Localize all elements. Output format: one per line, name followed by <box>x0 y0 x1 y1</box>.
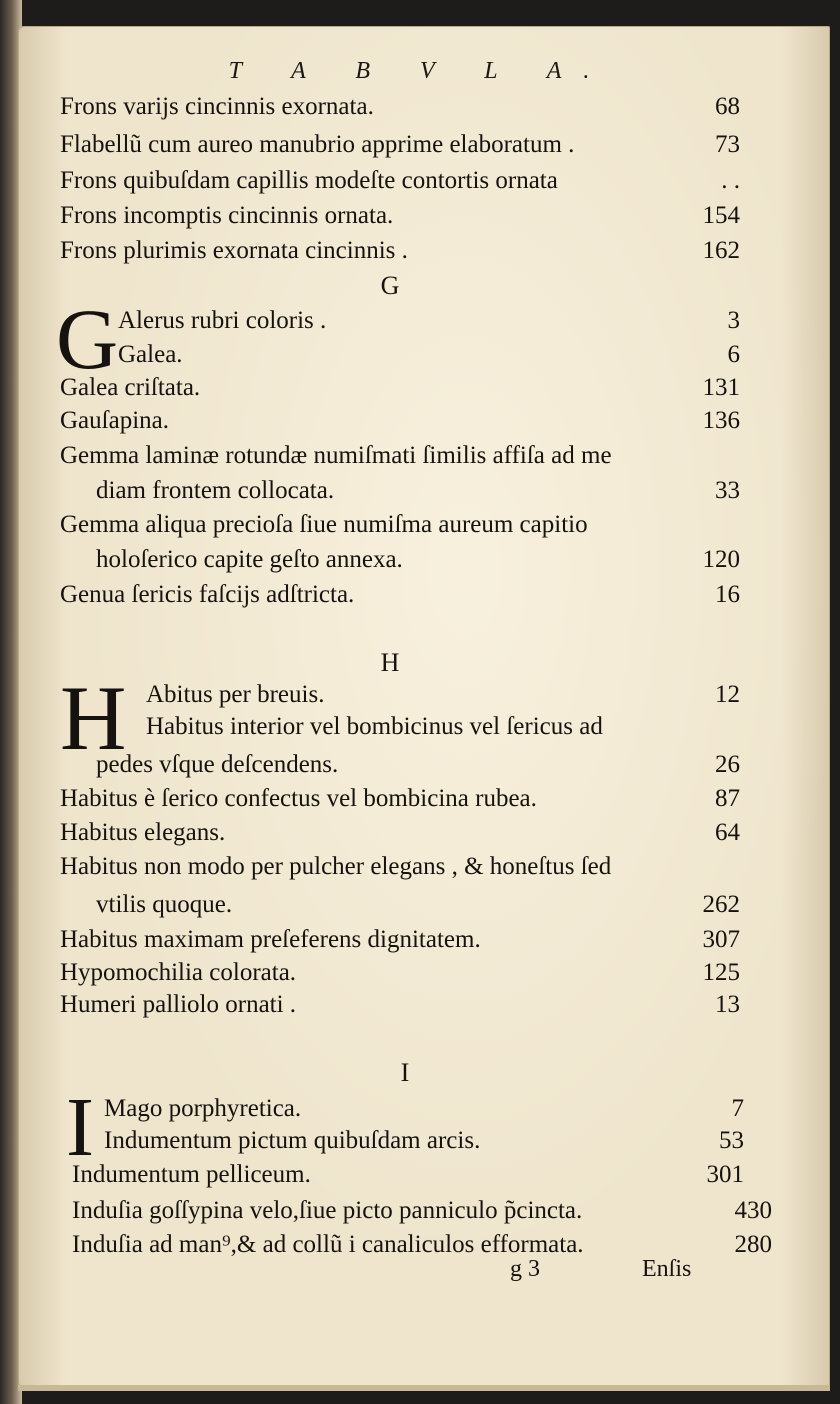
index-entry: Indumentum pictum quibuſdam arcis. <box>104 1127 481 1154</box>
signature-mark: g 3 <box>510 1256 540 1282</box>
page-number: 120 <box>702 546 740 573</box>
page-edge <box>18 1385 830 1391</box>
index-entry: Frons plurimis exornata cincinnis . <box>60 237 408 264</box>
page-number: 125 <box>702 959 740 986</box>
index-entry: Habitus è ſerico confectus vel bombicina rubea. <box>60 785 537 812</box>
index-entry: Habitus interior vel bombicinus vel ſericus ad <box>146 713 603 740</box>
catchword: Enſis <box>642 1256 692 1282</box>
page-number: 131 <box>702 374 740 401</box>
page-number: 136 <box>702 407 740 434</box>
index-entry: Gemma laminæ rotundæ numiſmati ſimilis affiſa ad me <box>60 442 612 469</box>
page-number: 64 <box>715 819 740 846</box>
page-number: 262 <box>702 891 740 918</box>
page-number: 3 <box>727 307 740 334</box>
section-letter-i: I <box>400 1058 410 1087</box>
index-entry: holoſerico capite geſto annexa. <box>96 546 403 573</box>
page-number: 162 <box>702 237 740 264</box>
index-entry: Habitus non modo per pulcher elegans , & honeſtus ſed <box>60 853 612 880</box>
index-entry: Humeri palliolo ornati . <box>60 991 297 1018</box>
index-entry: Frons quibuſdam capillis modeſte contortis ornata <box>60 167 558 194</box>
index-entry: Genua ſericis faſcijs adſtricta. <box>60 581 355 608</box>
index-entry: Abitus per breuis. <box>146 681 325 708</box>
page-number: 307 <box>702 926 740 953</box>
index-entry: Alerus rubri coloris . <box>118 307 327 334</box>
index-entry: Frons incomptis cincinnis ornata. <box>60 202 394 229</box>
page-number: 6 <box>727 341 740 368</box>
index-entry: Habitus elegans. <box>60 819 226 846</box>
index-entry: Mago porphyretica. <box>104 1095 302 1122</box>
index-entry: Induſia goſſypina velo,ſiue picto panniculo p̃cincta. <box>72 1197 583 1224</box>
page-number: 7 <box>731 1095 744 1122</box>
page-number: 13 <box>715 991 740 1018</box>
index-entry: Gemma aliqua precioſa ſiue numiſma aureum capitio <box>60 511 588 538</box>
page-number: 33 <box>715 477 740 504</box>
index-entry: Hypomochilia colorata. <box>60 959 297 986</box>
page-number: 301 <box>706 1161 744 1188</box>
page-number: 280 <box>734 1231 772 1258</box>
index-entry: Galea. <box>118 341 183 368</box>
page-number: 68 <box>715 93 740 120</box>
page-number: 73 <box>715 131 740 158</box>
page-number: 12 <box>715 681 740 708</box>
page-number: 430 <box>734 1197 772 1224</box>
section-letter-g: G <box>380 271 400 300</box>
section-letter-h: H <box>380 648 400 677</box>
index-entry: Frons varijs cincinnis exornata. <box>60 93 374 120</box>
index-entry: Habitus maximam preſeferens dignitatem. <box>60 926 481 953</box>
index-entry: Induſia ad man⁹,& ad collũ i canaliculos efformata. <box>72 1231 584 1258</box>
index-entry: vtilis quoque. <box>96 891 233 918</box>
page-number: 87 <box>715 785 740 812</box>
dropcap-i: I <box>66 1081 94 1174</box>
index-entry: Galea criſtata. <box>60 374 201 401</box>
dropcap-h: H <box>60 667 127 769</box>
page-number: 16 <box>715 581 740 608</box>
index-entry: Indumentum pelliceum. <box>72 1161 311 1188</box>
index-entry: Flabellũ cum aureo manubrio apprime elaboratum . <box>60 131 575 158</box>
index-entry: pedes vſque deſcendens. <box>96 751 339 778</box>
index-entry: diam frontem collocata. <box>96 477 335 504</box>
page-number: . . <box>721 167 740 194</box>
dropcap-g: G <box>56 291 119 387</box>
page-number: 53 <box>719 1127 744 1154</box>
running-head: T A B V L A. <box>228 58 612 84</box>
index-entry: Gauſapina. <box>60 407 169 434</box>
page-number: 26 <box>715 751 740 778</box>
page-number: 154 <box>702 202 740 229</box>
